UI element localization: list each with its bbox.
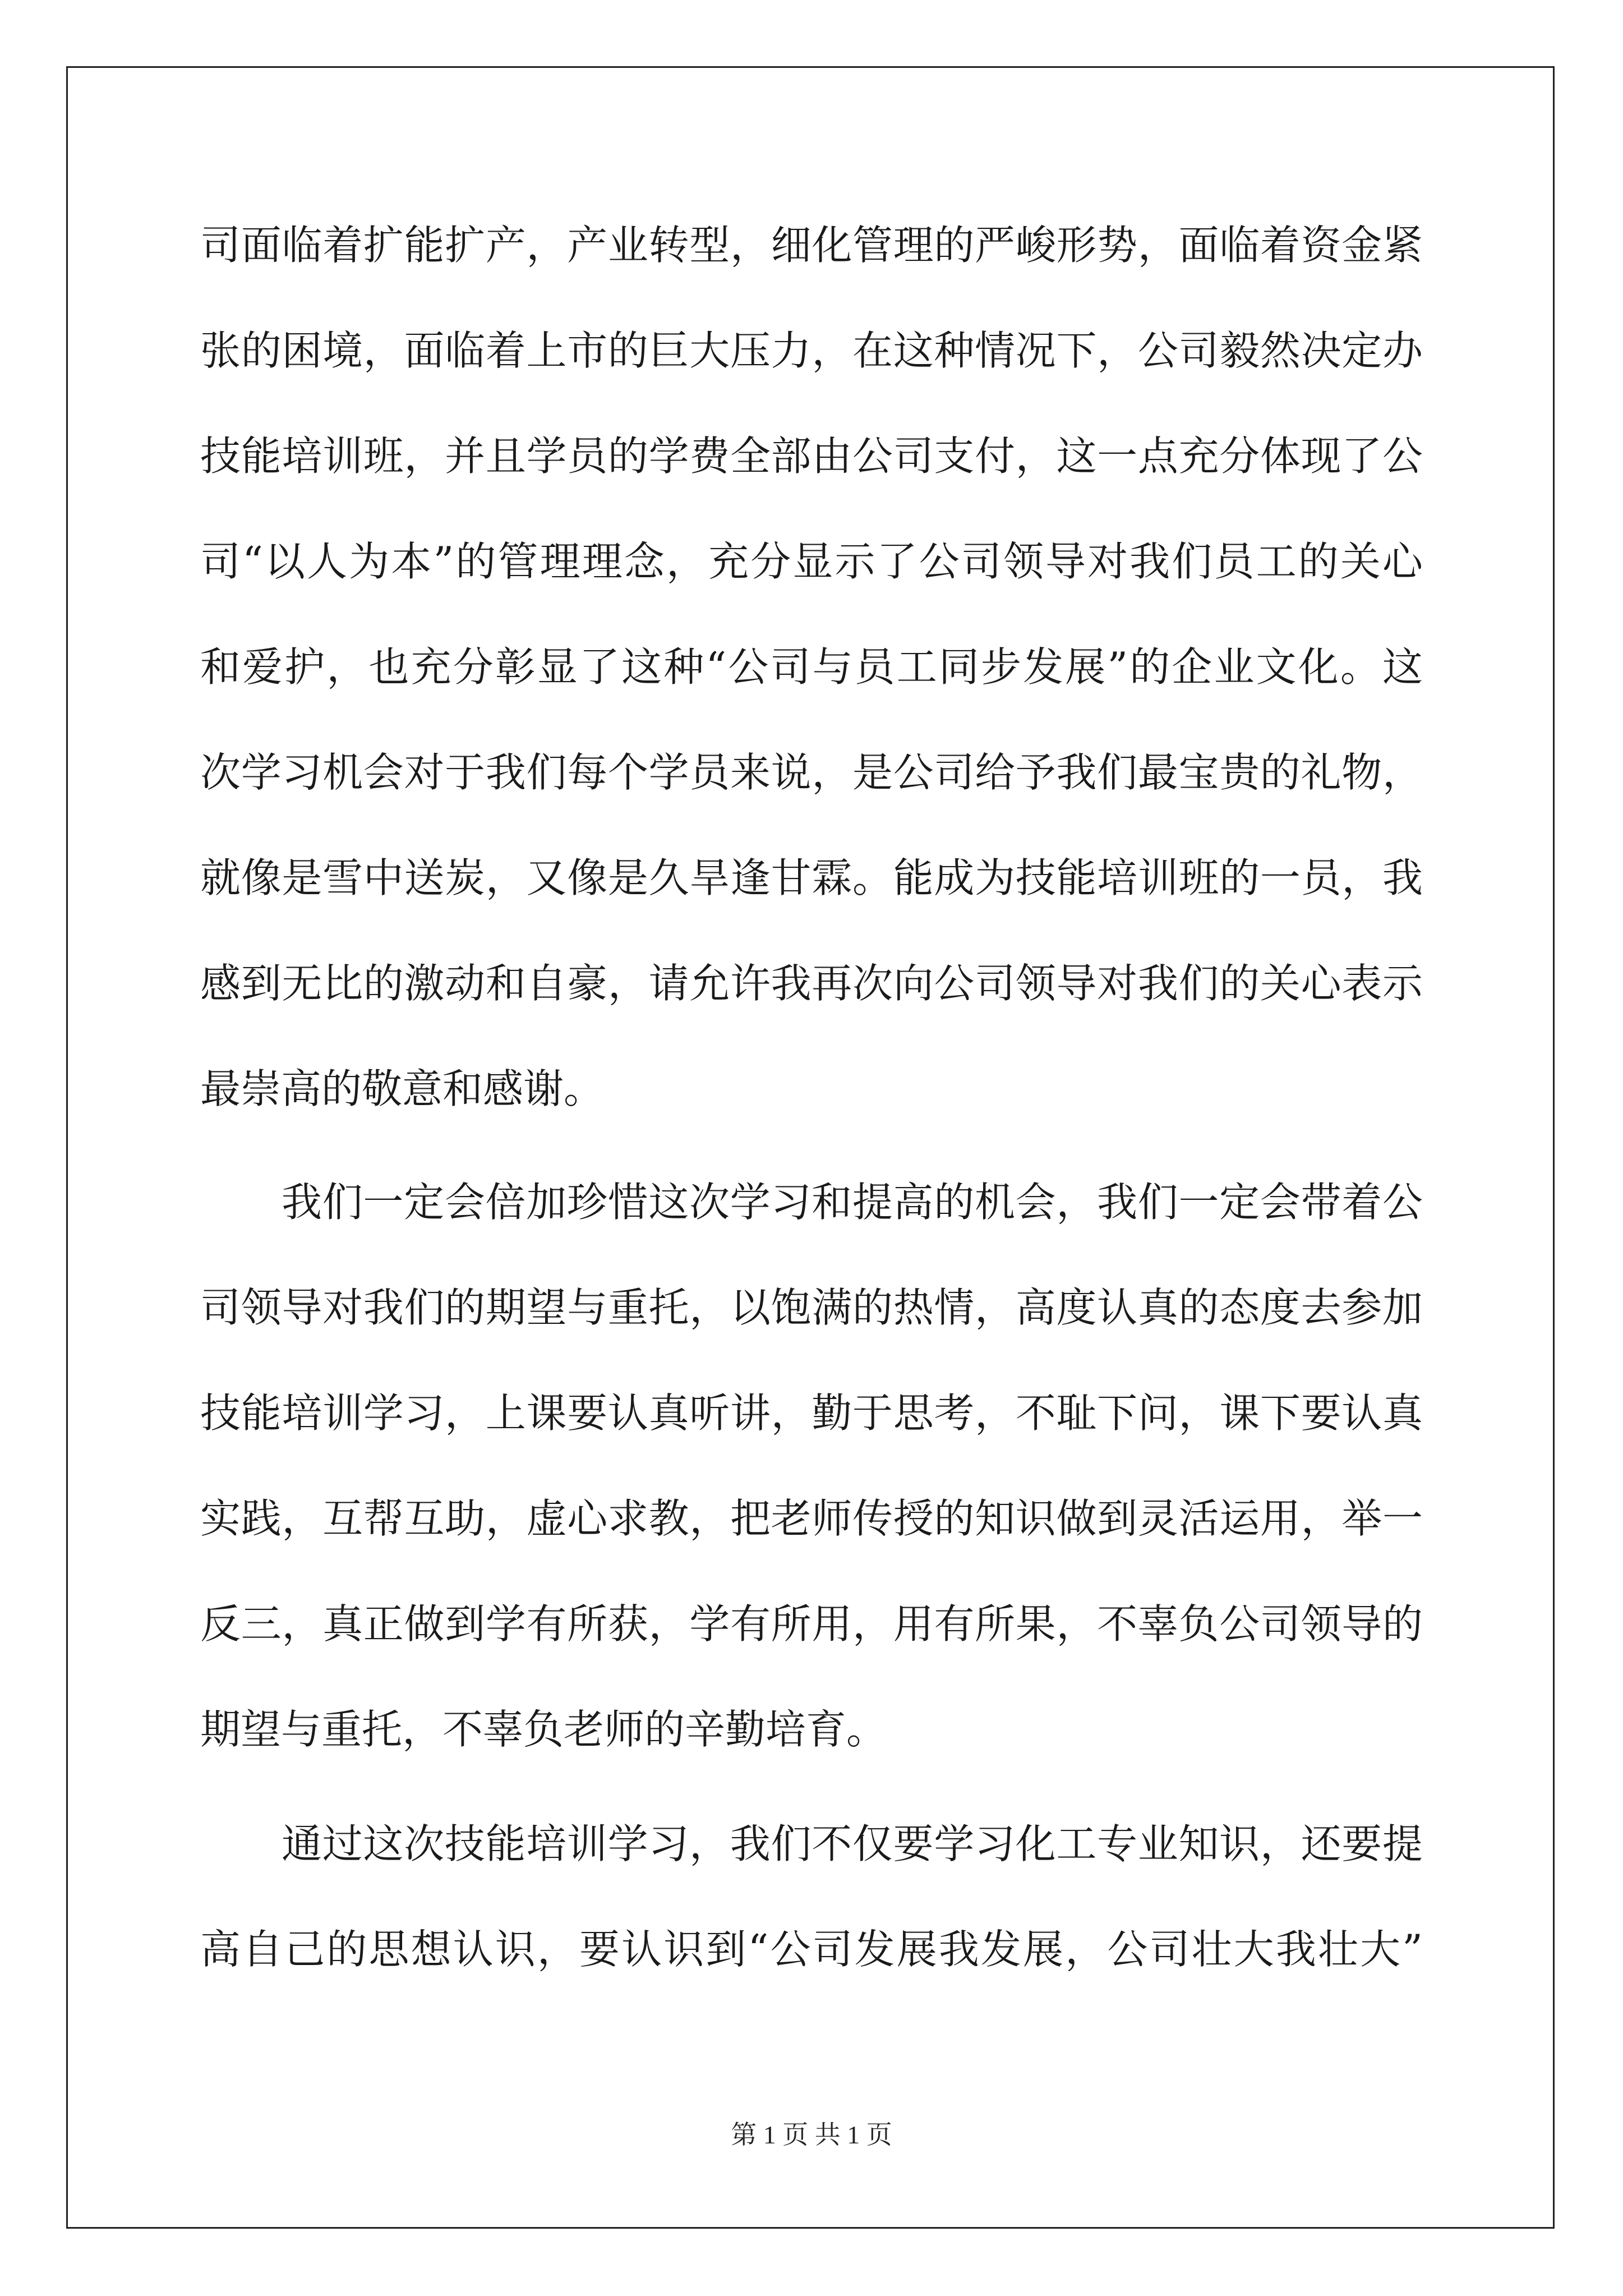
text-line: 高自己的思想认识，要认识到“公司发展我发展，公司壮大我壮大” <box>200 1926 1423 1973</box>
text-line: 反三，真正做到学有所获，学有所用，用有所果，不辜负公司领导的 <box>200 1600 1423 1648</box>
text-line: 次学习机会对于我们每个学员来说，是公司给予我们最宝贵的礼物， <box>200 749 1423 796</box>
text-line: 最崇高的敬意和感谢。 <box>200 1065 605 1112</box>
text-line: 司面临着扩能扩产，产业转型，细化管理的严峻形势，面临着资金紧 <box>200 222 1423 269</box>
text-line: 感到无比的激动和自豪，请允许我再次向公司领导对我们的关心表示 <box>200 960 1423 1007</box>
text-line: 司领导对我们的期望与重托，以饱满的热情，高度认真的态度去参加 <box>200 1284 1423 1331</box>
page-footer: 第 1 页 共 1 页 <box>731 2120 892 2149</box>
text-line: 就像是雪中送炭，又像是久旱逢甘霖。能成为技能培训班的一员，我 <box>200 854 1423 901</box>
text-line: 技能培训班，并且学员的学费全部由公司支付，这一点充分体现了公 <box>200 432 1423 480</box>
text-line: 期望与重托，不辜负老师的辛勤培育。 <box>200 1706 887 1753</box>
text-line: 我们一定会倍加珍惜这次学习和提高的机会，我们一定会带着公 <box>282 1179 1423 1226</box>
text-line: 张的困境，面临着上市的巨大压力，在这种情况下，公司毅然决定办 <box>200 327 1423 374</box>
text-line: 和爱护，也充分彰显了这种“公司与员工同步发展”的企业文化。这 <box>200 643 1423 691</box>
page-border <box>66 66 1555 2229</box>
text-line: 实践，互帮互助，虚心求教，把老师传授的知识做到灵活运用，举一 <box>200 1495 1423 1542</box>
text-line: 司“以人为本”的管理理念，充分显示了公司领导对我们员工的关心 <box>200 538 1423 585</box>
text-line: 技能培训学习，上课要认真听讲，勤于思考，不耻下问，课下要认真 <box>200 1389 1423 1437</box>
text-line: 通过这次技能培训学习，我们不仅要学习化工专业知识，还要提 <box>282 1820 1423 1867</box>
